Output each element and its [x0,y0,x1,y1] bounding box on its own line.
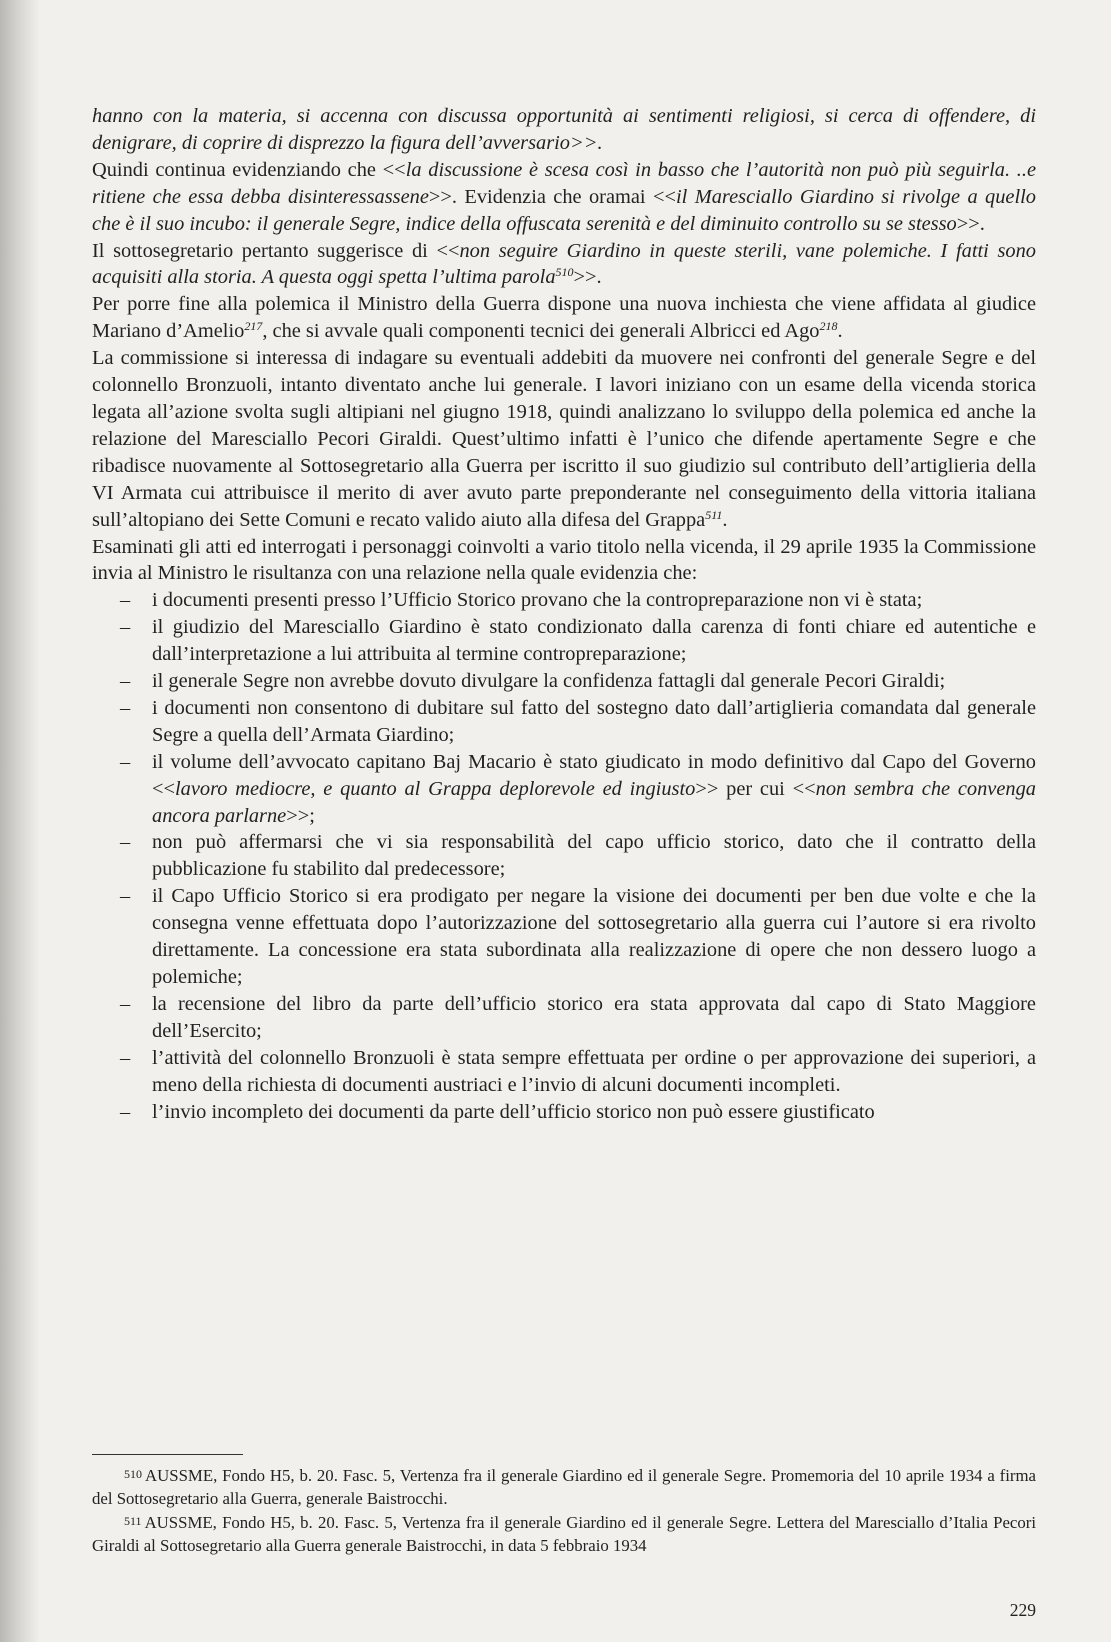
list-item-text [152,1101,875,1123]
paragraph [92,534,1036,588]
text-run: Il sottosegretario pertanto suggerisce di << [92,239,460,262]
list-item-text [152,885,1036,988]
list-item-text [152,1047,1036,1096]
text-run: i documenti non consentono di dubitare sul fatto del sostegno dato dall’artiglieria comandata dal generale Segre a quella dell’Armata Giardino; [152,696,1036,746]
list-dash: – [120,1100,131,1123]
paragraph [92,291,1036,345]
text-run: il generale Segre non avrebbe dovuto divulgare la confidenza fattagli dal generale Pecori Giraldi; [152,670,946,693]
list-item-text [152,670,945,692]
footnote [92,1463,1036,1510]
paragraph [92,103,1036,157]
list-dash: – [120,992,131,1015]
text-run: >>. [956,212,985,235]
list-item [92,614,1036,668]
findings-list [92,587,1036,1125]
list-item-text [152,831,1036,880]
text-run: . [722,508,728,531]
list-dash: – [120,589,131,612]
text-run: Per porre fine alla polemica il Ministro della Guerra dispone una nuova inchiesta che viene affidata al giudice Mariano d’Amelio [92,293,1036,343]
text-run: , che si avvale quali componenti tecnici dei generali Albricci ed Ago [262,320,820,343]
italic-quote: il Maresciallo Giardino si rivolge a quello che è il suo incubo: il generale Segre, indice della offuscata serenità e del diminuito controllo su se stesso [92,185,1037,235]
list-item [92,829,1036,883]
paragraph [92,345,1036,533]
footnote-ref: 217 [244,319,263,334]
list-item-text [152,751,1036,827]
list-item [92,695,1036,749]
text-run: Esaminati gli atti ed interrogati i personaggi coinvolti a vario titolo nella vicenda, il 29 aprile 1935 la Commissione invia al Ministro le risultanza con una relazione nella quale evidenzia che: [92,535,1036,585]
text-run: >> per cui << [695,777,816,800]
list-item [92,1045,1036,1099]
footnote-number: 510 [124,1467,142,1481]
list-dash: – [120,831,131,854]
footnote-text: AUSSME, Fondo H5, b. 20. Fasc. 5, Vertenza fra il generale Giardino ed il generale Segre. Lettera del Maresciallo d’Italia Pecori Giraldi al Sottosegretario alla Guerra generale Baistrocchi, in data 5 febbraio 1934 [92,1513,1036,1555]
footnote-ref: 510 [555,265,574,280]
list-item [92,587,1036,614]
list-dash: – [120,750,131,773]
footnote-number: 511 [124,1514,142,1528]
list-item [92,883,1036,991]
text-run: il Capo Ufficio Storico si era prodigato per negare la visione dei documenti per ben due volte e che la consegna venne effettuata dopo l’autorizzazione del sottosegretario alla guerra cui l’autore si era rivolto direttamente. La concessione era stata subordinata alla realizzazione di opere che non dessero luogo a polemiche; [152,885,1036,988]
paragraph [92,238,1036,292]
list-dash: – [120,670,131,693]
text-run: >>. [573,266,602,289]
list-dash: – [120,1046,131,1069]
text-run: non può affermarsi che vi sia responsabilità del capo ufficio storico, dato che il contratto della pubblicazione fu stabilito dal predecessore; [152,831,1036,881]
list-item-text [152,616,1036,665]
footnote-text: AUSSME, Fondo H5, b. 20. Fasc. 5, Vertenza fra il generale Giardino ed il generale Segre. Promemoria del 10 aprile 1934 a firma del Sottosegretario alla Guerra, generale Baistrocchi. [92,1466,1036,1508]
italic-quote: lavoro mediocre, e quanto al Grappa deplorevole ed ingiusto [175,777,696,800]
text-run: >>. Evidenzia che oramai << [428,185,676,208]
footnote-ref: 218 [819,319,838,334]
footnotes [92,1463,1036,1557]
page-body [92,103,1036,1125]
italic-quote: non sembra che convenga ancora parlarne [152,777,1036,827]
page-number: 229 [1009,1600,1036,1620]
book-gutter-shadow [0,0,40,1642]
text-run: il giudizio del Maresciallo Giardino è stato condizionato dalla carenza di fonti chiare ed autentiche e dall’interpretazione a lui attribuita al termine contropreparazione; [152,616,1036,666]
italic-quote: hanno con la materia, si accenna con discussa opportunità ai sentimenti religiosi, si cerca di offendere, di denigrare, di coprire di disprezzo la figura dell’avversario>>. [92,105,1036,154]
text-run: La commissione si interessa di indagare su eventuali addebiti da muovere nei confronti del generale Segre e del colonnello Bronzuoli, intanto diventato anche lui generale. I lavori iniziano con un esame della vicenda storica legata all’azione svolta sugli altipiani nel giugno 1918, quindi analizzano lo sviluppo della polemica ed anche la relazione del Maresciallo Pecori Giraldi. Quest’ultimo infatti è l’unico che difende apertamente Segre e che ribadisce nuovamente al Sottosegretario alla Guerra per iscritto il suo giudizio sul contributo dell’artiglieria della VI Armata cui attribuisce il merito di aver avuto parte preponderante nel conseguimento della vittoria italiana sull’altopiano dei Sette Comuni e recato valido aiuto alla difesa del Grappa [92,347,1036,531]
list-item-text [152,589,922,611]
paragraph [92,157,1036,238]
list-item-text [152,993,1036,1042]
italic-quote: la discussione è scesa così in basso che l’autorità non può più seguirla. ..e ritiene che essa debba disinteressassene [92,158,1036,208]
list-dash: – [120,696,131,719]
text-run: l’invio incompleto dei documenti da parte dell’ufficio storico non può essere giustificato [152,1100,875,1123]
text-run: i documenti presenti presso l’Ufficio Storico provano che la contropreparazione non vi è stata; [152,589,923,612]
list-item [92,1099,1036,1126]
text-run: la recensione del libro da parte dell’ufficio storico era stata approvata dal capo di Stato Maggiore dell’Esercito; [152,992,1036,1042]
list-item [92,991,1036,1045]
text-run: . [837,320,843,343]
text-run: >>; [286,804,315,827]
list-item [92,749,1036,830]
footnote [92,1510,1036,1557]
list-dash: – [120,616,131,639]
footnote-separator [92,1454,243,1455]
text-run: l’attività del colonnello Bronzuoli è stata sempre effettuata per ordine o per approvazione dei superiori, a meno della richiesta di documenti austriaci e l’invio di alcuni documenti incompleti. [152,1046,1036,1096]
list-dash: – [120,885,131,908]
list-item-text [152,697,1036,746]
italic-quote: non seguire Giardino in queste sterili, vane polemiche. I fatti sono acquisiti alla storia. A questa oggi spetta l’ultima parola [92,239,1036,289]
footnote-ref: 511 [705,507,723,522]
text-run: Quindi continua evidenziando che << [92,158,406,181]
list-item [92,668,1036,695]
text-run: il volume dell’avvocato capitano Baj Macario è stato giudicato in modo definitivo dal Capo del Governo << [152,750,1036,800]
